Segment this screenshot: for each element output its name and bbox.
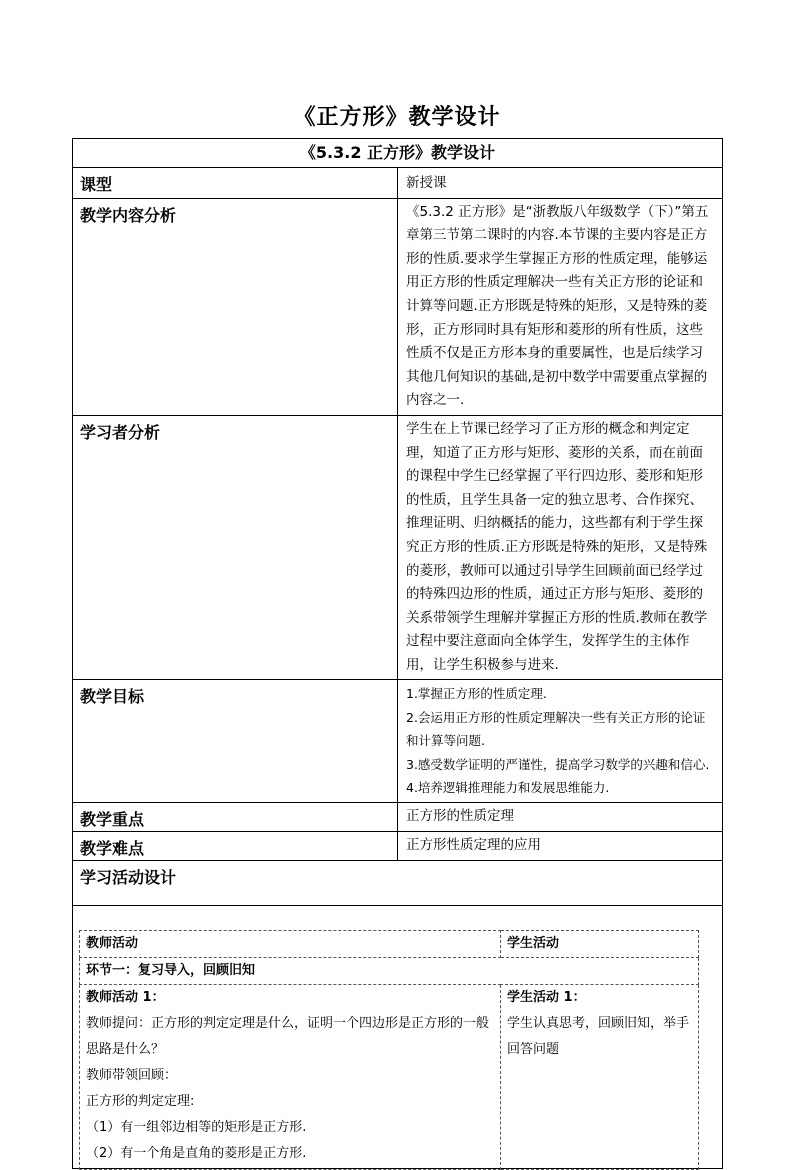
student-activity-text: 学生认真思考，回顾旧知，举手回答问题 bbox=[507, 1015, 690, 1057]
goal-item: 4.培养逻辑推理能力和发展思维能力. bbox=[406, 780, 610, 796]
goal-item: 1.掌握正方形的性质定理. bbox=[406, 686, 547, 702]
row-label-goals: 教学目标 bbox=[73, 680, 398, 803]
goal-item: 2.会运用正方形的性质定理解决一些有关正方形的论证和计算等问题. bbox=[406, 709, 706, 749]
row-content-key-point: 正方形的性质定理 bbox=[398, 802, 723, 831]
row-label-content-analysis: 教学内容分析 bbox=[73, 198, 398, 415]
row-content-content-analysis: 《5.3.2 正方形》是“浙教版八年级数学（下）”第五章第三节第二课时的内容.本节课的主要内容是正方形的性质.要求学生掌握正方形的性质定理，能够运用正方形的性质定理解决一些有关正方形的论证和计算等问题.正方形既是特殊的矩形，又是特殊的菱形，正方形同时具有矩形和菱形的所有性质，这些性质不仅是正方形本身的重要属性，也是后续学习其他几何知识的基础,是初中数学中需要重点掌握的内容之一. bbox=[398, 198, 723, 415]
row-label-course-type: 课型 bbox=[73, 168, 398, 199]
teacher-activity-cell bbox=[80, 984, 501, 1169]
teacher-activity-title: 教师活动 1： bbox=[86, 989, 165, 1005]
teacher-activity-line: 正方形的判定定理: bbox=[86, 1093, 195, 1109]
teacher-activity-line: 教师带领回顾： bbox=[86, 1067, 178, 1083]
student-activity-cell bbox=[501, 984, 699, 1169]
row-content-learner-analysis: 学生在上节课已经学习了正方形的概念和判定定理，知道了正方形与矩形、菱形的关系，而在前面的课程中学生已经掌握了平行四边形、菱形和矩形的性质，且学生具备一定的独立思考、合作探究、推理证明、归纳概括的能力，这些都有利于学生探究正方形的性质.正方形既是特殊的矩形，又是特殊的菱形，教师可以通过引导学生回顾前面已经学过的特殊四边形的性质，通过正方形与矩形、菱形的关系带领学生理解并掌握正方形的性质.教师在教学过程中要注意面向全体学生，发挥学生的主体作用，让学生积极参与进来. bbox=[398, 415, 723, 680]
teacher-activity-header: 教师活动 bbox=[80, 930, 501, 957]
row-content-goals bbox=[398, 680, 723, 803]
teacher-activity-line: （1）有一组邻边相等的矩形是正方形. bbox=[86, 1119, 307, 1135]
student-activity-header: 学生活动 bbox=[501, 930, 699, 957]
teacher-activity-line: 教师提问：正方形的判定定理是什么，证明一个四边形是正方形的一般思路是什么？ bbox=[86, 1015, 490, 1057]
activity-table bbox=[79, 930, 699, 1170]
lesson-plan-table bbox=[72, 138, 723, 1169]
table-title: 《5.3.2 正方形》教学设计 bbox=[73, 139, 723, 168]
goal-item: 3.感受数学证明的严谨性，提高学习数学的兴趣和信心. bbox=[406, 756, 710, 772]
activity-design-area bbox=[73, 905, 723, 1168]
row-label-key-point: 教学重点 bbox=[73, 802, 398, 831]
row-label-activity-design: 学习活动设计 bbox=[73, 860, 723, 905]
row-label-difficulty: 教学难点 bbox=[73, 831, 398, 860]
row-label-learner-analysis: 学习者分析 bbox=[73, 415, 398, 680]
page-title: 《正方形》教学设计 bbox=[293, 105, 501, 130]
row-content-difficulty: 正方形性质定理的应用 bbox=[398, 831, 723, 860]
teacher-activity-line: （2）有一个角是直角的菱形是正方形. bbox=[86, 1145, 307, 1161]
row-content-course-type: 新授课 bbox=[398, 168, 723, 199]
student-activity-title: 学生活动 1： bbox=[507, 989, 586, 1005]
stage-heading: 环节一：复习导入，回顾旧知 bbox=[80, 957, 699, 984]
